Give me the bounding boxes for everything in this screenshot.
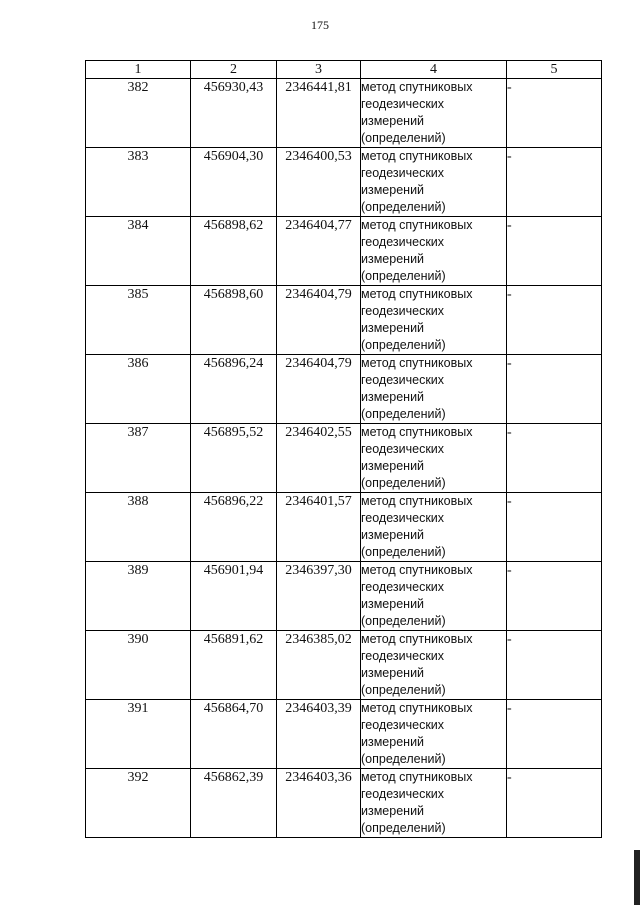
method-line: геодезических — [361, 442, 445, 456]
table-row — [86, 355, 602, 424]
method-line: геодезических — [361, 649, 445, 663]
table-row — [86, 424, 602, 493]
point-number-cell: 388 — [86, 493, 191, 562]
point-number-cell: 383 — [86, 148, 191, 217]
note-cell: - — [507, 79, 602, 148]
method-line: метод спутниковых — [361, 632, 473, 646]
method-line: (определений) — [361, 476, 446, 490]
method-line: метод спутниковых — [361, 149, 473, 163]
method-line: геодезических — [361, 787, 445, 801]
method-line: геодезических — [361, 580, 445, 594]
table-body — [86, 79, 602, 838]
point-number-cell: 387 — [86, 424, 191, 493]
method-line: измерений — [361, 321, 425, 335]
method-cell — [361, 217, 507, 286]
coordinate-x-cell: 456901,94 — [191, 562, 277, 631]
note-cell: - — [507, 631, 602, 700]
method-cell — [361, 424, 507, 493]
coordinate-y-cell: 2346404,79 — [277, 355, 361, 424]
method-line: геодезических — [361, 373, 445, 387]
method-line: геодезических — [361, 718, 445, 732]
header-col-5: 5 — [507, 61, 602, 79]
method-cell — [361, 355, 507, 424]
coordinate-y-cell: 2346403,36 — [277, 769, 361, 838]
method-line: метод спутниковых — [361, 80, 473, 94]
coordinate-x-cell: 456930,43 — [191, 79, 277, 148]
coordinates-table — [85, 60, 602, 838]
method-line: измерений — [361, 735, 425, 749]
method-line: измерений — [361, 666, 425, 680]
point-number-cell: 392 — [86, 769, 191, 838]
method-line: измерений — [361, 114, 425, 128]
point-number-cell: 391 — [86, 700, 191, 769]
scan-edge-mark — [634, 850, 640, 905]
point-number-cell: 385 — [86, 286, 191, 355]
method-line: (определений) — [361, 752, 446, 766]
point-number-cell: 389 — [86, 562, 191, 631]
method-line: метод спутниковых — [361, 701, 473, 715]
page-number: 175 — [311, 18, 329, 32]
method-line: (определений) — [361, 200, 446, 214]
method-line: метод спутниковых — [361, 563, 473, 577]
coordinate-y-cell: 2346385,02 — [277, 631, 361, 700]
coordinate-y-cell: 2346404,77 — [277, 217, 361, 286]
coordinate-x-cell: 456896,22 — [191, 493, 277, 562]
method-line: геодезических — [361, 166, 445, 180]
method-line: метод спутниковых — [361, 425, 473, 439]
table-row — [86, 148, 602, 217]
note-cell: - — [507, 424, 602, 493]
method-line: измерений — [361, 597, 425, 611]
method-cell — [361, 631, 507, 700]
method-cell — [361, 286, 507, 355]
coordinate-y-cell: 2346404,79 — [277, 286, 361, 355]
method-cell — [361, 148, 507, 217]
coordinate-x-cell: 456898,62 — [191, 217, 277, 286]
note-cell: - — [507, 148, 602, 217]
method-line: метод спутниковых — [361, 494, 473, 508]
table-row — [86, 700, 602, 769]
coordinate-x-cell: 456896,24 — [191, 355, 277, 424]
point-number-cell: 382 — [86, 79, 191, 148]
coordinate-y-cell: 2346402,55 — [277, 424, 361, 493]
method-line: (определений) — [361, 407, 446, 421]
method-line: (определений) — [361, 821, 446, 835]
table-row — [86, 79, 602, 148]
method-line: измерений — [361, 528, 425, 542]
header-col-1: 1 — [86, 61, 191, 79]
coordinate-y-cell: 2346441,81 — [277, 79, 361, 148]
coordinate-x-cell: 456895,52 — [191, 424, 277, 493]
method-line: измерений — [361, 459, 425, 473]
method-line: геодезических — [361, 235, 445, 249]
method-line: метод спутниковых — [361, 356, 473, 370]
note-cell: - — [507, 286, 602, 355]
coordinate-y-cell: 2346403,39 — [277, 700, 361, 769]
point-number-cell: 386 — [86, 355, 191, 424]
method-line: (определений) — [361, 614, 446, 628]
method-line: измерений — [361, 390, 425, 404]
method-cell — [361, 79, 507, 148]
coordinate-x-cell: 456891,62 — [191, 631, 277, 700]
method-line: геодезических — [361, 511, 445, 525]
method-line: геодезических — [361, 304, 445, 318]
table-header-row — [86, 61, 602, 79]
method-line: геодезических — [361, 97, 445, 111]
coordinate-x-cell: 456898,60 — [191, 286, 277, 355]
method-line: (определений) — [361, 545, 446, 559]
coordinate-y-cell: 2346397,30 — [277, 562, 361, 631]
method-line: измерений — [361, 804, 425, 818]
method-cell — [361, 493, 507, 562]
method-cell — [361, 769, 507, 838]
table-row — [86, 769, 602, 838]
coordinate-x-cell: 456862,39 — [191, 769, 277, 838]
table-row — [86, 286, 602, 355]
method-cell — [361, 562, 507, 631]
note-cell: - — [507, 700, 602, 769]
note-cell: - — [507, 355, 602, 424]
point-number-cell: 384 — [86, 217, 191, 286]
note-cell: - — [507, 217, 602, 286]
method-line: измерений — [361, 183, 425, 197]
point-number-cell: 390 — [86, 631, 191, 700]
method-line: метод спутниковых — [361, 770, 473, 784]
note-cell: - — [507, 493, 602, 562]
coordinate-y-cell: 2346400,53 — [277, 148, 361, 217]
table-row — [86, 217, 602, 286]
method-line: (определений) — [361, 683, 446, 697]
header-col-4: 4 — [361, 61, 507, 79]
method-line: метод спутниковых — [361, 218, 473, 232]
method-line: (определений) — [361, 269, 446, 283]
method-line: (определений) — [361, 131, 446, 145]
method-line: (определений) — [361, 338, 446, 352]
coordinate-y-cell: 2346401,57 — [277, 493, 361, 562]
note-cell: - — [507, 769, 602, 838]
note-cell: - — [507, 562, 602, 631]
table-row — [86, 631, 602, 700]
table-row — [86, 562, 602, 631]
method-line: метод спутниковых — [361, 287, 473, 301]
header-col-2: 2 — [191, 61, 277, 79]
method-line: измерений — [361, 252, 425, 266]
coordinate-x-cell: 456864,70 — [191, 700, 277, 769]
header-col-3: 3 — [277, 61, 361, 79]
method-cell — [361, 700, 507, 769]
coordinate-x-cell: 456904,30 — [191, 148, 277, 217]
table-row — [86, 493, 602, 562]
